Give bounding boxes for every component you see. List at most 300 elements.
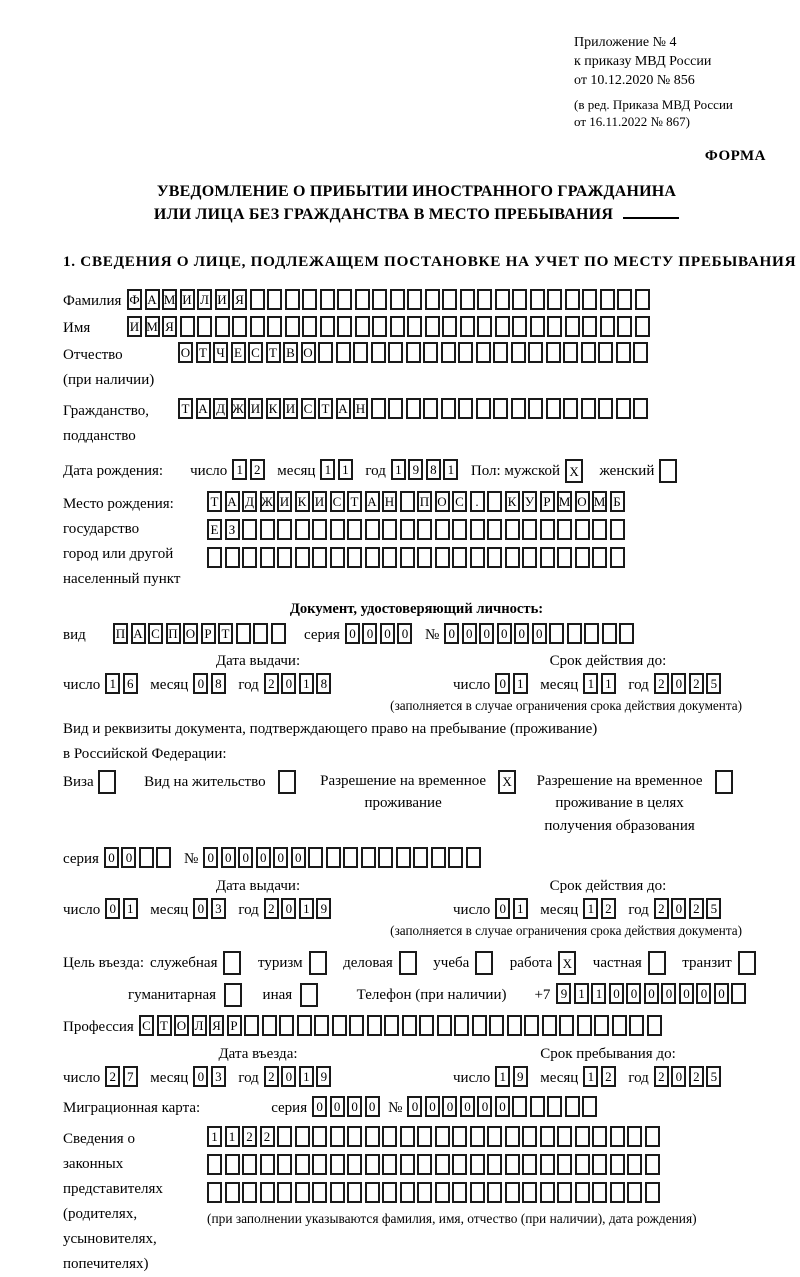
residence-valid-month-cells[interactable] <box>583 898 618 919</box>
char-cell[interactable] <box>546 398 561 419</box>
char-cell[interactable]: У <box>522 491 537 512</box>
residence-issue-day-cells[interactable] <box>105 898 140 919</box>
char-cell[interactable] <box>598 398 613 419</box>
char-cell[interactable] <box>300 983 318 1007</box>
char-cell[interactable]: П <box>166 623 181 644</box>
char-cell[interactable]: Л <box>197 289 212 310</box>
char-cell[interactable] <box>522 1126 537 1147</box>
migration-number-input[interactable] <box>407 1096 600 1117</box>
char-cell[interactable] <box>540 519 555 540</box>
char-cell[interactable]: 1 <box>583 898 598 919</box>
char-cell[interactable] <box>312 519 327 540</box>
char-cell[interactable] <box>505 1154 520 1175</box>
char-cell[interactable]: Ч <box>213 342 228 363</box>
char-cell[interactable]: 2 <box>654 673 669 694</box>
char-cell[interactable]: 1 <box>513 673 528 694</box>
char-cell[interactable] <box>382 1126 397 1147</box>
char-cell[interactable] <box>225 1182 240 1203</box>
char-cell[interactable] <box>278 770 296 794</box>
char-cell[interactable] <box>382 1182 397 1203</box>
char-cell[interactable]: З <box>225 519 240 540</box>
char-cell[interactable]: 0 <box>330 1096 345 1117</box>
char-cell[interactable] <box>524 1015 539 1036</box>
char-cell[interactable] <box>425 316 440 337</box>
residence-issue-month-cells[interactable] <box>193 898 228 919</box>
char-cell[interactable] <box>575 1182 590 1203</box>
char-cell[interactable] <box>224 983 242 1007</box>
char-cell[interactable] <box>355 289 370 310</box>
given-name-input[interactable] <box>127 316 652 337</box>
char-cell[interactable] <box>522 1154 537 1175</box>
char-cell[interactable]: 5 <box>706 673 721 694</box>
char-cell[interactable] <box>400 1154 415 1175</box>
char-cell[interactable]: 0 <box>104 847 119 868</box>
char-cell[interactable]: 1 <box>391 459 406 480</box>
char-cell[interactable] <box>337 316 352 337</box>
char-cell[interactable]: И <box>215 289 230 310</box>
char-cell[interactable] <box>197 316 212 337</box>
char-cell[interactable] <box>565 289 580 310</box>
purpose-transit-checkbox[interactable] <box>738 951 759 975</box>
char-cell[interactable]: 0 <box>281 1066 296 1087</box>
char-cell[interactable] <box>320 289 335 310</box>
char-cell[interactable] <box>406 342 421 363</box>
char-cell[interactable] <box>610 1126 625 1147</box>
char-cell[interactable] <box>260 519 275 540</box>
char-cell[interactable] <box>302 316 317 337</box>
char-cell[interactable]: 5 <box>706 1066 721 1087</box>
char-cell[interactable]: 1 <box>574 983 589 1004</box>
char-cell[interactable]: 2 <box>264 1066 279 1087</box>
char-cell[interactable]: М <box>557 491 572 512</box>
char-cell[interactable] <box>594 1015 609 1036</box>
char-cell[interactable] <box>466 847 481 868</box>
char-cell[interactable]: 0 <box>365 1096 380 1117</box>
char-cell[interactable]: И <box>312 491 327 512</box>
char-cell[interactable] <box>396 847 411 868</box>
char-cell[interactable] <box>600 289 615 310</box>
char-cell[interactable] <box>475 951 493 975</box>
char-cell[interactable]: 0 <box>407 1096 422 1117</box>
char-cell[interactable] <box>314 1015 329 1036</box>
char-cell[interactable]: С <box>248 342 263 363</box>
char-cell[interactable]: А <box>365 491 380 512</box>
birth-place-row1-input[interactable] <box>207 491 627 512</box>
char-cell[interactable] <box>512 316 527 337</box>
char-cell[interactable] <box>619 623 634 644</box>
char-cell[interactable]: 0 <box>362 623 377 644</box>
char-cell[interactable]: В <box>283 342 298 363</box>
char-cell[interactable] <box>435 1126 450 1147</box>
char-cell[interactable] <box>563 398 578 419</box>
entry-month-cells[interactable] <box>193 1066 228 1087</box>
char-cell[interactable] <box>382 547 397 568</box>
char-cell[interactable] <box>407 316 422 337</box>
char-cell[interactable] <box>295 519 310 540</box>
char-cell[interactable]: 1 <box>123 898 138 919</box>
char-cell[interactable] <box>337 289 352 310</box>
char-cell[interactable]: 5 <box>706 898 721 919</box>
char-cell[interactable]: 8 <box>426 459 441 480</box>
purpose-business-checkbox[interactable] <box>399 951 420 975</box>
char-cell[interactable]: Р <box>227 1015 242 1036</box>
char-cell[interactable] <box>547 316 562 337</box>
char-cell[interactable]: 1 <box>105 673 120 694</box>
char-cell[interactable] <box>285 289 300 310</box>
char-cell[interactable]: 0 <box>193 898 208 919</box>
char-cell[interactable] <box>557 547 572 568</box>
char-cell[interactable] <box>320 316 335 337</box>
char-cell[interactable] <box>495 316 510 337</box>
char-cell[interactable] <box>528 342 543 363</box>
char-cell[interactable] <box>425 289 440 310</box>
char-cell[interactable]: 0 <box>460 1096 475 1117</box>
char-cell[interactable] <box>592 519 607 540</box>
char-cell[interactable]: 0 <box>671 1066 686 1087</box>
char-cell[interactable] <box>511 342 526 363</box>
char-cell[interactable]: Н <box>382 491 397 512</box>
char-cell[interactable] <box>390 289 405 310</box>
char-cell[interactable] <box>581 342 596 363</box>
char-cell[interactable] <box>540 1182 555 1203</box>
entry-day-cells[interactable] <box>105 1066 140 1087</box>
char-cell[interactable] <box>372 316 387 337</box>
char-cell[interactable] <box>400 547 415 568</box>
char-cell[interactable]: Я <box>209 1015 224 1036</box>
char-cell[interactable]: О <box>435 491 450 512</box>
char-cell[interactable]: 0 <box>609 983 624 1004</box>
char-cell[interactable]: 1 <box>299 1066 314 1087</box>
char-cell[interactable]: Е <box>207 519 222 540</box>
char-cell[interactable] <box>540 1126 555 1147</box>
char-cell[interactable] <box>180 316 195 337</box>
char-cell[interactable] <box>565 1096 580 1117</box>
char-cell[interactable] <box>452 519 467 540</box>
stay-year-cells[interactable] <box>654 1066 724 1087</box>
char-cell[interactable] <box>332 1015 347 1036</box>
char-cell[interactable] <box>512 1096 527 1117</box>
char-cell[interactable] <box>575 1126 590 1147</box>
char-cell[interactable] <box>312 1126 327 1147</box>
stay-day-cells[interactable] <box>495 1066 530 1087</box>
char-cell[interactable]: Т <box>347 491 362 512</box>
char-cell[interactable]: 0 <box>497 623 512 644</box>
char-cell[interactable] <box>505 547 520 568</box>
char-cell[interactable] <box>540 547 555 568</box>
char-cell[interactable] <box>442 316 457 337</box>
char-cell[interactable] <box>458 398 473 419</box>
char-cell[interactable] <box>559 1015 574 1036</box>
char-cell[interactable] <box>297 1015 312 1036</box>
char-cell[interactable] <box>417 1182 432 1203</box>
char-cell[interactable] <box>530 289 545 310</box>
char-cell[interactable] <box>460 316 475 337</box>
char-cell[interactable]: 2 <box>264 673 279 694</box>
residence-valid-day-cells[interactable] <box>495 898 530 919</box>
char-cell[interactable] <box>367 1015 382 1036</box>
char-cell[interactable] <box>400 519 415 540</box>
char-cell[interactable] <box>400 1126 415 1147</box>
char-cell[interactable] <box>330 519 345 540</box>
char-cell[interactable] <box>407 289 422 310</box>
char-cell[interactable]: 0 <box>281 898 296 919</box>
char-cell[interactable] <box>627 1126 642 1147</box>
char-cell[interactable] <box>308 847 323 868</box>
char-cell[interactable]: Ф <box>127 289 142 310</box>
char-cell[interactable]: О <box>178 342 193 363</box>
char-cell[interactable]: А <box>336 398 351 419</box>
birth-place-row2-input[interactable] <box>207 519 627 540</box>
char-cell[interactable]: 0 <box>380 623 395 644</box>
char-cell[interactable] <box>627 1154 642 1175</box>
char-cell[interactable]: М <box>162 289 177 310</box>
char-cell[interactable] <box>423 398 438 419</box>
char-cell[interactable] <box>547 289 562 310</box>
char-cell[interactable] <box>260 1182 275 1203</box>
char-cell[interactable] <box>610 1182 625 1203</box>
char-cell[interactable]: Т <box>218 623 233 644</box>
char-cell[interactable] <box>540 1154 555 1175</box>
char-cell[interactable]: 0 <box>193 1066 208 1087</box>
char-cell[interactable]: М <box>592 491 607 512</box>
birth-day-cells[interactable] <box>232 459 267 480</box>
char-cell[interactable]: 2 <box>250 459 265 480</box>
char-cell[interactable]: 3 <box>211 898 226 919</box>
char-cell[interactable] <box>505 1126 520 1147</box>
char-cell[interactable]: 1 <box>591 983 606 1004</box>
temp-residence-education-checkbox[interactable] <box>715 770 736 794</box>
char-cell[interactable]: 2 <box>689 673 704 694</box>
char-cell[interactable] <box>330 547 345 568</box>
char-cell[interactable] <box>236 623 251 644</box>
visa-checkbox[interactable] <box>98 770 119 794</box>
char-cell[interactable] <box>715 770 733 794</box>
char-cell[interactable] <box>565 316 580 337</box>
char-cell[interactable] <box>452 1182 467 1203</box>
doc-valid-year-cells[interactable] <box>654 673 724 694</box>
char-cell[interactable] <box>592 1154 607 1175</box>
char-cell[interactable]: 2 <box>601 898 616 919</box>
char-cell[interactable] <box>365 1154 380 1175</box>
stay-month-cells[interactable] <box>583 1066 618 1087</box>
char-cell[interactable] <box>477 316 492 337</box>
char-cell[interactable] <box>98 770 116 794</box>
char-cell[interactable]: 0 <box>495 1096 510 1117</box>
birth-year-cells[interactable] <box>391 459 461 480</box>
char-cell[interactable] <box>349 1015 364 1036</box>
char-cell[interactable] <box>423 342 438 363</box>
char-cell[interactable]: 1 <box>495 1066 510 1087</box>
char-cell[interactable]: 8 <box>316 673 331 694</box>
char-cell[interactable] <box>312 547 327 568</box>
char-cell[interactable]: 0 <box>661 983 676 1004</box>
char-cell[interactable] <box>441 398 456 419</box>
char-cell[interactable]: 0 <box>221 847 236 868</box>
doc-type-input[interactable] <box>113 623 288 644</box>
char-cell[interactable] <box>365 547 380 568</box>
char-cell[interactable]: Т <box>178 398 193 419</box>
char-cell[interactable]: 2 <box>264 898 279 919</box>
char-cell[interactable] <box>635 289 650 310</box>
char-cell[interactable] <box>347 547 362 568</box>
char-cell[interactable]: 1 <box>299 673 314 694</box>
char-cell[interactable] <box>277 519 292 540</box>
char-cell[interactable] <box>582 1096 597 1117</box>
char-cell[interactable] <box>388 342 403 363</box>
char-cell[interactable] <box>347 1126 362 1147</box>
char-cell[interactable] <box>215 316 230 337</box>
char-cell[interactable] <box>400 1182 415 1203</box>
purpose-official-checkbox[interactable] <box>223 951 244 975</box>
char-cell[interactable] <box>139 847 154 868</box>
doc-valid-day-cells[interactable] <box>495 673 530 694</box>
char-cell[interactable]: Д <box>213 398 228 419</box>
char-cell[interactable] <box>452 1154 467 1175</box>
char-cell[interactable]: 2 <box>689 1066 704 1087</box>
char-cell[interactable]: 8 <box>211 673 226 694</box>
char-cell[interactable]: Я <box>232 289 247 310</box>
char-cell[interactable] <box>505 1182 520 1203</box>
char-cell[interactable]: 1 <box>583 673 598 694</box>
char-cell[interactable] <box>244 1015 259 1036</box>
char-cell[interactable] <box>645 1126 660 1147</box>
char-cell[interactable] <box>330 1154 345 1175</box>
char-cell[interactable]: А <box>145 289 160 310</box>
char-cell[interactable] <box>250 289 265 310</box>
char-cell[interactable] <box>435 1154 450 1175</box>
char-cell[interactable]: А <box>225 491 240 512</box>
char-cell[interactable]: 0 <box>425 1096 440 1117</box>
char-cell[interactable]: 0 <box>256 847 271 868</box>
char-cell[interactable] <box>647 1015 662 1036</box>
doc-series-input[interactable] <box>345 623 415 644</box>
char-cell[interactable]: Е <box>231 342 246 363</box>
char-cell[interactable] <box>487 519 502 540</box>
char-cell[interactable] <box>592 1126 607 1147</box>
entry-year-cells[interactable] <box>264 1066 334 1087</box>
char-cell[interactable] <box>431 847 446 868</box>
char-cell[interactable]: Б <box>610 491 625 512</box>
char-cell[interactable]: X <box>498 770 516 794</box>
char-cell[interactable] <box>295 1182 310 1203</box>
char-cell[interactable] <box>250 316 265 337</box>
birth-month-cells[interactable] <box>320 459 355 480</box>
char-cell[interactable] <box>361 847 376 868</box>
char-cell[interactable] <box>402 1015 417 1036</box>
char-cell[interactable]: X <box>565 459 583 483</box>
char-cell[interactable] <box>277 547 292 568</box>
char-cell[interactable] <box>417 1126 432 1147</box>
citizenship-input[interactable] <box>178 398 651 419</box>
char-cell[interactable] <box>262 1015 277 1036</box>
char-cell[interactable] <box>528 398 543 419</box>
char-cell[interactable] <box>557 1154 572 1175</box>
char-cell[interactable] <box>452 1126 467 1147</box>
residence-series-input[interactable] <box>104 847 174 868</box>
char-cell[interactable]: Т <box>207 491 222 512</box>
char-cell[interactable] <box>330 1126 345 1147</box>
surname-input[interactable] <box>127 289 652 310</box>
char-cell[interactable]: Ж <box>260 491 275 512</box>
char-cell[interactable]: 2 <box>601 1066 616 1087</box>
char-cell[interactable] <box>448 847 463 868</box>
char-cell[interactable] <box>242 519 257 540</box>
char-cell[interactable]: И <box>127 316 142 337</box>
char-cell[interactable] <box>378 847 393 868</box>
char-cell[interactable] <box>731 983 746 1004</box>
char-cell[interactable]: И <box>283 398 298 419</box>
char-cell[interactable] <box>435 1182 450 1203</box>
char-cell[interactable] <box>575 519 590 540</box>
char-cell[interactable]: И <box>248 398 263 419</box>
char-cell[interactable]: 0 <box>121 847 136 868</box>
char-cell[interactable]: 1 <box>338 459 353 480</box>
char-cell[interactable] <box>738 951 756 975</box>
char-cell[interactable] <box>242 1154 257 1175</box>
patronymic-input[interactable] <box>178 342 651 363</box>
char-cell[interactable]: 1 <box>207 1126 222 1147</box>
char-cell[interactable] <box>279 1015 294 1036</box>
char-cell[interactable]: 0 <box>514 623 529 644</box>
char-cell[interactable] <box>452 547 467 568</box>
char-cell[interactable]: Т <box>196 342 211 363</box>
char-cell[interactable] <box>277 1182 292 1203</box>
purpose-other-checkbox[interactable] <box>300 983 321 1007</box>
char-cell[interactable] <box>225 547 240 568</box>
char-cell[interactable] <box>616 342 631 363</box>
doc-issue-month-cells[interactable] <box>193 673 228 694</box>
char-cell[interactable]: 0 <box>444 623 459 644</box>
char-cell[interactable] <box>353 342 368 363</box>
guardians-row1-input[interactable] <box>207 1126 697 1147</box>
char-cell[interactable] <box>530 1096 545 1117</box>
char-cell[interactable]: 0 <box>714 983 729 1004</box>
char-cell[interactable]: Д <box>242 491 257 512</box>
char-cell[interactable] <box>271 623 286 644</box>
char-cell[interactable] <box>563 342 578 363</box>
char-cell[interactable]: 1 <box>601 673 616 694</box>
char-cell[interactable]: 0 <box>397 623 412 644</box>
char-cell[interactable]: 9 <box>316 898 331 919</box>
char-cell[interactable] <box>592 547 607 568</box>
char-cell[interactable]: 0 <box>679 983 694 1004</box>
char-cell[interactable] <box>547 1096 562 1117</box>
doc-number-input[interactable] <box>444 623 637 644</box>
char-cell[interactable] <box>347 1154 362 1175</box>
char-cell[interactable] <box>627 1182 642 1203</box>
char-cell[interactable] <box>582 289 597 310</box>
char-cell[interactable]: С <box>330 491 345 512</box>
char-cell[interactable]: Ж <box>231 398 246 419</box>
char-cell[interactable] <box>493 342 508 363</box>
char-cell[interactable] <box>382 1154 397 1175</box>
char-cell[interactable]: 1 <box>320 459 335 480</box>
char-cell[interactable] <box>629 1015 644 1036</box>
char-cell[interactable]: X <box>558 951 576 975</box>
char-cell[interactable] <box>309 951 327 975</box>
char-cell[interactable]: 0 <box>312 1096 327 1117</box>
char-cell[interactable]: 9 <box>556 983 571 1004</box>
char-cell[interactable] <box>470 547 485 568</box>
char-cell[interactable] <box>347 519 362 540</box>
char-cell[interactable] <box>399 951 417 975</box>
char-cell[interactable] <box>602 623 617 644</box>
char-cell[interactable] <box>223 951 241 975</box>
char-cell[interactable]: 3 <box>211 1066 226 1087</box>
char-cell[interactable] <box>493 398 508 419</box>
char-cell[interactable]: Л <box>192 1015 207 1036</box>
residence-valid-year-cells[interactable] <box>654 898 724 919</box>
